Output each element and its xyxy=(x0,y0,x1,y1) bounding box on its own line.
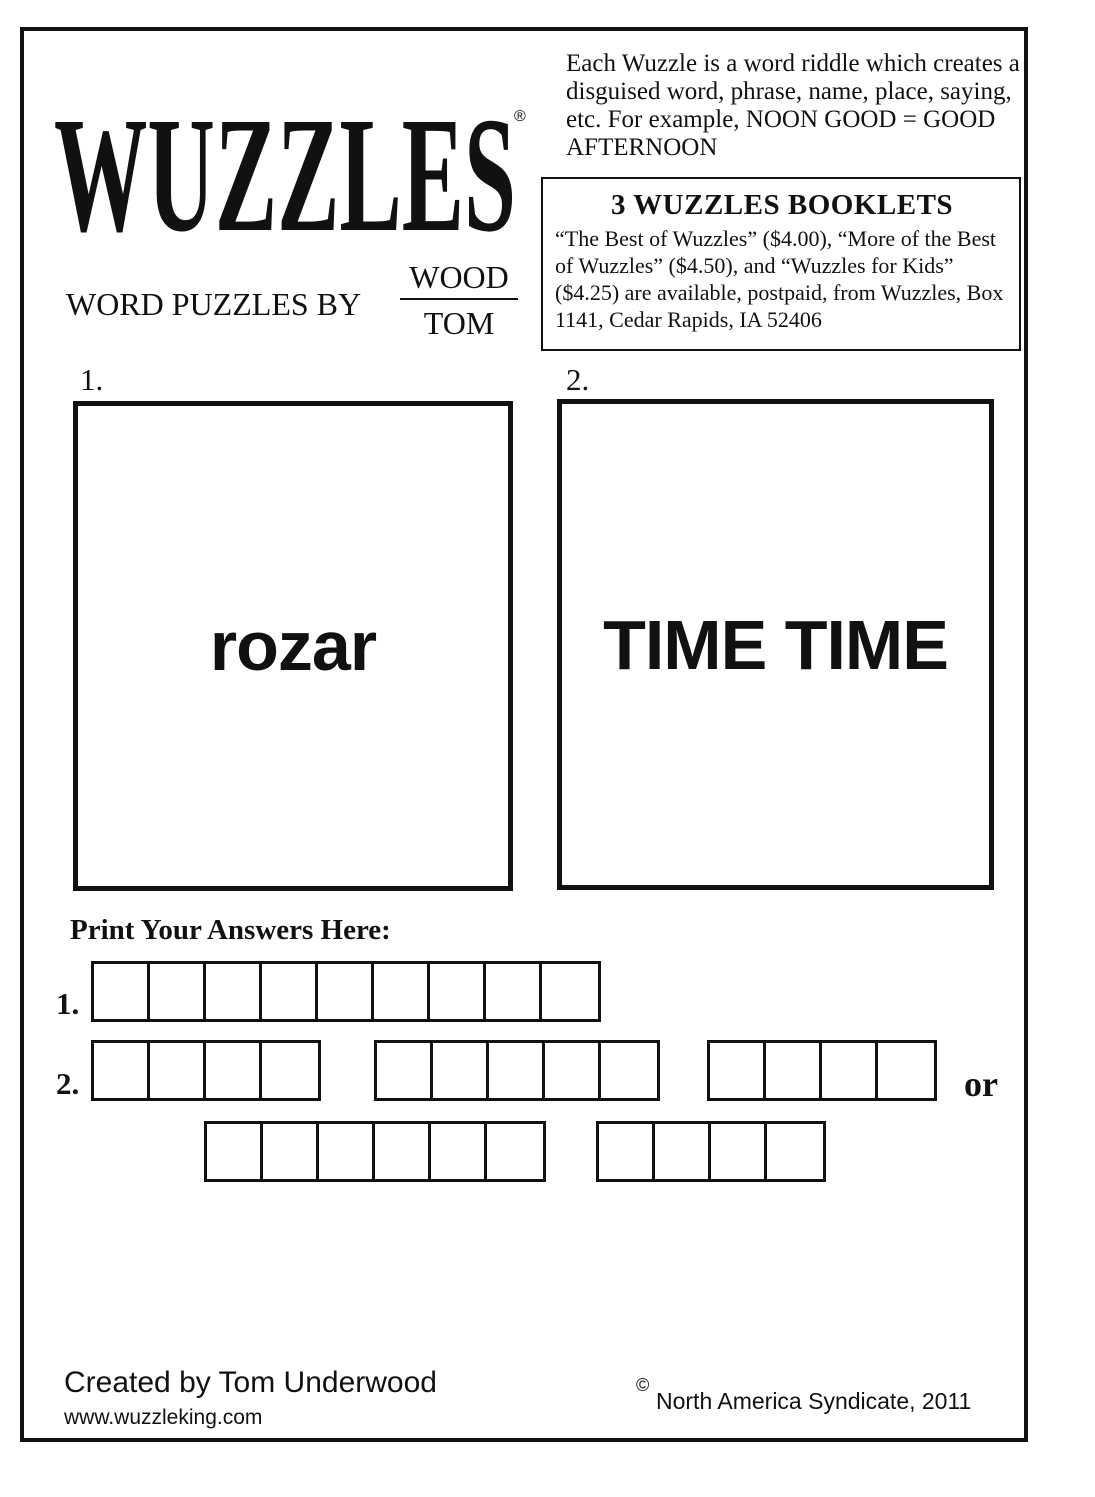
booklets-box xyxy=(541,177,1021,351)
answer-2-word-2[interactable] xyxy=(374,1040,660,1101)
letter-box[interactable] xyxy=(318,964,374,1019)
puzzle-1-text: rozar xyxy=(209,607,377,685)
letter-box[interactable] xyxy=(206,1043,262,1098)
website-link[interactable]: www.wuzzleking.com xyxy=(64,1406,263,1429)
letter-box[interactable] xyxy=(94,964,150,1019)
letter-box[interactable] xyxy=(207,1124,263,1179)
copyright-symbol: © xyxy=(636,1375,650,1395)
letter-box[interactable] xyxy=(486,964,542,1019)
letter-box[interactable] xyxy=(150,1043,206,1098)
puzzle-2-text: TIME TIME xyxy=(603,605,948,684)
puzzle-1-number: 1. xyxy=(80,362,104,397)
letter-box[interactable] xyxy=(433,1043,489,1098)
letter-box[interactable] xyxy=(599,1124,655,1179)
answer-1-word[interactable] xyxy=(91,961,601,1022)
letter-box[interactable] xyxy=(262,964,318,1019)
letter-box[interactable] xyxy=(766,1043,822,1098)
author-bottom: TOM xyxy=(423,305,495,341)
answer-2-word-3[interactable] xyxy=(707,1040,937,1101)
logo-text: WUZZLES xyxy=(54,83,516,245)
letter-box[interactable] xyxy=(319,1124,375,1179)
booklets-body: “The Best of Wuzzles” ($4.00), “More of the Best of Wuzzles” ($4.50), and “Wuzzles for Kids” ($4.25) are available, postpaid, from Wuzzles, Box 1141, Cedar Rapids, IA 52406 xyxy=(555,226,1004,332)
registered-mark: ® xyxy=(514,108,526,125)
author-top: WOOD xyxy=(409,259,509,295)
wuzzles-logo xyxy=(52,70,522,245)
booklets-title: 3 WUZZLES BOOKLETS xyxy=(610,189,954,221)
puzzle-1-box xyxy=(73,401,513,891)
letter-box[interactable] xyxy=(206,964,262,1019)
letter-box[interactable] xyxy=(878,1043,934,1098)
letter-box[interactable] xyxy=(263,1124,319,1179)
answer-1-label: 1. xyxy=(56,986,80,1021)
letter-box[interactable] xyxy=(150,964,206,1019)
credit: Created by Tom Underwood xyxy=(64,1366,437,1399)
answer-2-label: 2. xyxy=(56,1066,80,1101)
answer-2-alt-word-1[interactable] xyxy=(204,1121,546,1182)
letter-box[interactable] xyxy=(94,1043,150,1098)
letter-box[interactable] xyxy=(489,1043,545,1098)
letter-box[interactable] xyxy=(545,1043,601,1098)
letter-box[interactable] xyxy=(822,1043,878,1098)
letter-box[interactable] xyxy=(542,964,598,1019)
answer-2-alt-word-2[interactable] xyxy=(596,1121,826,1182)
letter-box[interactable] xyxy=(375,1124,431,1179)
or-label: or xyxy=(964,1064,998,1104)
letter-box[interactable] xyxy=(601,1043,657,1098)
fraction-bar xyxy=(400,298,518,300)
letter-box[interactable] xyxy=(710,1043,766,1098)
answer-2-word-1[interactable] xyxy=(91,1040,321,1101)
answers-title: Print Your Answers Here: xyxy=(70,914,391,946)
wuzzles-logo-art xyxy=(52,70,522,245)
letter-box[interactable] xyxy=(767,1124,823,1179)
letter-box[interactable] xyxy=(374,964,430,1019)
byline: WORD PUZZLES BY xyxy=(66,286,362,322)
puzzle-2-number: 2. xyxy=(566,362,590,397)
letter-box[interactable] xyxy=(655,1124,711,1179)
letter-box[interactable] xyxy=(431,1124,487,1179)
letter-box[interactable] xyxy=(377,1043,433,1098)
letter-box[interactable] xyxy=(711,1124,767,1179)
author-fraction xyxy=(400,258,518,342)
letter-box[interactable] xyxy=(430,964,486,1019)
copyright-text: North America Syndicate, 2011 xyxy=(656,1388,972,1414)
puzzle-2-box xyxy=(557,399,994,890)
letter-box[interactable] xyxy=(262,1043,318,1098)
intro-text: Each Wuzzle is a word riddle which creates a disguised word, phrase, name, place, saying, etc. For example, NOON GOOD = GOOD AFTERNOON xyxy=(566,50,1020,161)
letter-box[interactable] xyxy=(487,1124,543,1179)
